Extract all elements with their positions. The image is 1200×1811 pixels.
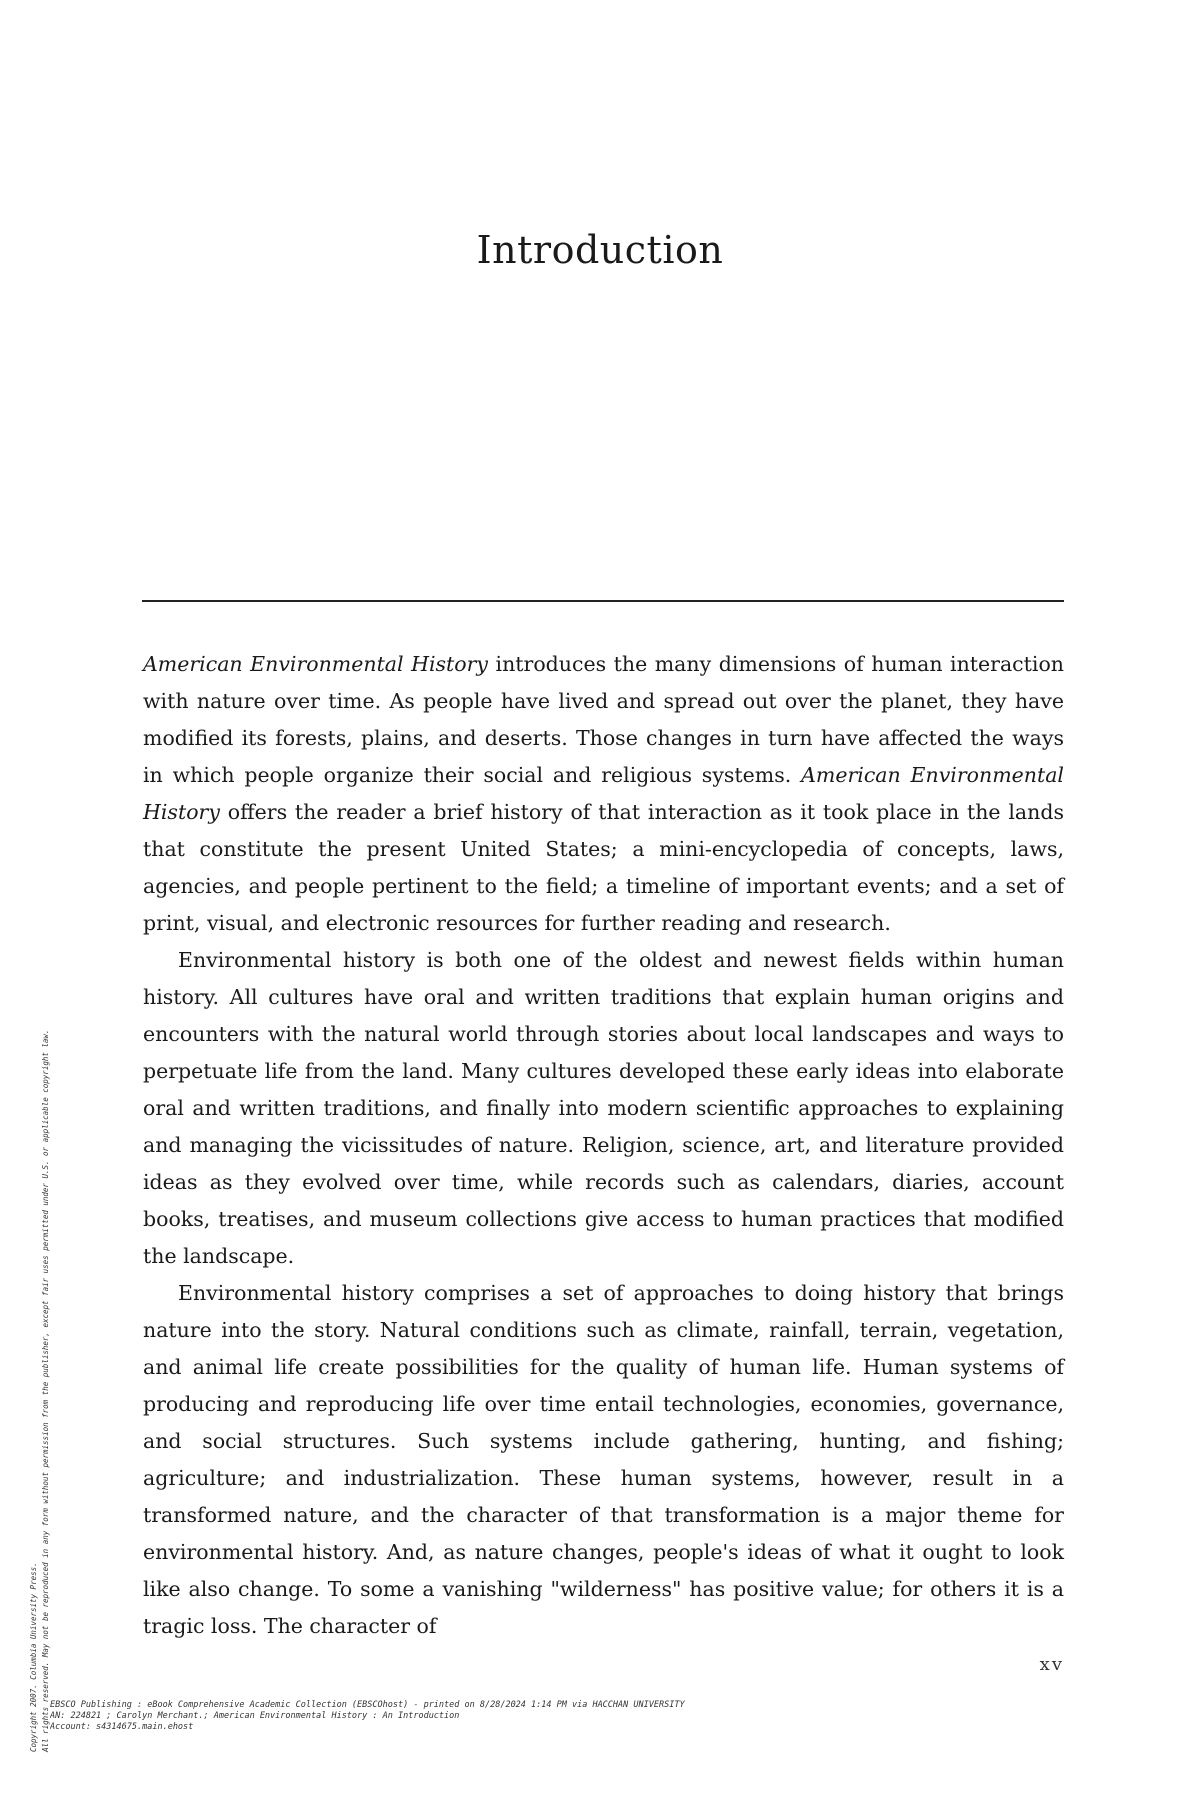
- footer-line: EBSCO Publishing : eBook Comprehensive Academic Collection (EBSCOhost) - printed on 8/28/2024 1:14 PM via HACCHAN UNIVERSITY: [50, 1700, 685, 1710]
- copyright-line: Copyright 2007. Columbia University Press.: [29, 1562, 38, 1752]
- paragraph-2: Environmental history is both one of the oldest and newest fields within human history. All cultures have oral and written traditions that explain human origins and encounters with the natural world through stories about local landscapes and ways to perpetuate life from the land. Many cultures developed these early ideas into elaborate oral and written traditions, and finally into modern scientific approaches to explaining and managing the vicissitudes of nature. Religion, science, art, and literature provided ideas as they evolved over time, while records such as calendars, diaries, account books, treatises, and museum collections give access to human practices that modified the landscape.: [143, 948, 1064, 1268]
- copyright-line: All rights reserved. May not be reproduced in any form without permission from the publisher, except fair uses permitted under U.S. or applicable copyright law.: [41, 1029, 50, 1752]
- page-number: xv: [1039, 1654, 1064, 1675]
- paragraph-3: Environmental history comprises a set of approaches to doing history that brings nature into the story. Natural conditions such as climate, rainfall, terrain, vegetation, and animal life create possibilities for the quality of human life. Human systems of producing and reproducing life over time entail technologies, economies, governance, and social structures. Such systems include gathering, hunting, and fishing; agriculture; and industrialization. These human systems, however, result in a transformed nature, and the character of that transformation is a major theme for environmental history. And, as nature changes, people's ideas of what it ought to look like also change. To some a vanishing "wilderness" has positive value; for others it is a tragic loss. The character of: [143, 1281, 1064, 1638]
- chapter-title: Introduction: [476, 228, 724, 272]
- footer-line: AN: 224821 ; Carolyn Merchant.; American Environmental History : An Introduction: [50, 1711, 460, 1721]
- copyright-side-notice: [28, 592, 52, 1752]
- horizontal-rule: [142, 600, 1064, 602]
- book-title-italic: American Environmental History: [143, 652, 489, 676]
- paragraph-1: [143, 646, 1064, 942]
- body-text: [143, 646, 1064, 1645]
- footer-line: Account: s4314675.main.ehost: [50, 1722, 194, 1732]
- paragraph-1-text-b: offers the reader a brief history of that interaction as it took place in the lands that constitute the present United States; a mini-encyclopedia of concepts, laws, agencies, and people pertinent to the field; a timeline of important events; and a set of print, visual, and electronic resources for further reading and research.: [143, 800, 1064, 935]
- book-title-italic: American Environmental History: [143, 763, 1064, 824]
- paragraph-1-text-a: introduces the many dimensions of human interaction with nature over time. As people have lived and spread out over the planet, they have modified its forests, plains, and deserts. Those changes in turn have affected the ways in which people organize their social and religious systems.: [143, 652, 1065, 787]
- ebsco-footer: [50, 1700, 950, 1733]
